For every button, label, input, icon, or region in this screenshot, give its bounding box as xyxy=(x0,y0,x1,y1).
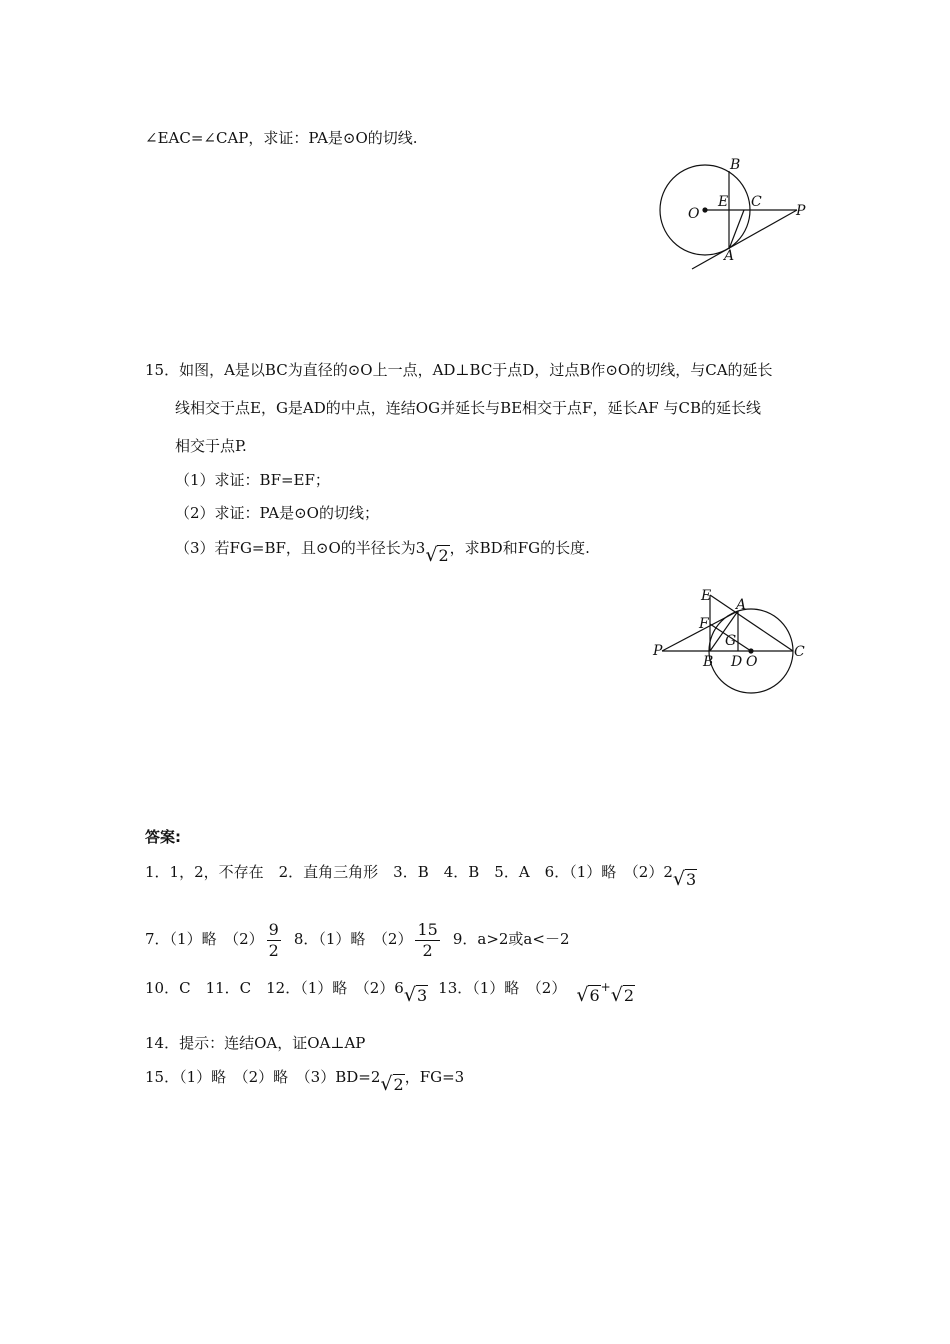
figure-15-circle-diameter xyxy=(650,585,815,695)
label-f: F xyxy=(699,616,709,632)
answer-7-prefix: 7．（1）略 （2） xyxy=(145,930,264,948)
part-3-prefix: （3）若FG=BF，且⊙O的半径长为3 xyxy=(175,539,426,557)
question-15-part-3 xyxy=(175,537,590,566)
answers-title: 答案: xyxy=(145,828,181,846)
label-e: E xyxy=(701,588,712,604)
fraction-15-over-2: $\frac{15}{2}$ xyxy=(417,919,438,960)
question-15-line-2: 线相交于点E，G是AD的中点，连结OG并延长与BE相交于点F，延长AF 与CB的延长线 xyxy=(175,399,761,417)
label-p: P xyxy=(653,643,663,659)
sqrt-2: √2 xyxy=(380,1073,404,1095)
label-e: E xyxy=(718,194,729,210)
question-15-line-3: 相交于点P. xyxy=(175,437,247,455)
question-15-line-1: 15．如图，A是以BC为直径的⊙O上一点，AD⊥BC于点D，过点B作⊙O的切线，与CA的延长 xyxy=(145,361,773,379)
plus-sign: + xyxy=(600,980,611,994)
label-a: A xyxy=(736,597,747,613)
answer-9: 9．a>2或a<－2 xyxy=(452,930,570,948)
label-o: O xyxy=(746,654,758,670)
part-3-suffix: ，求BD和FG的长度. xyxy=(449,539,590,557)
label-c: C xyxy=(794,644,805,660)
sqrt-3: √3 xyxy=(672,868,697,890)
sqrt-2: √2 xyxy=(610,984,634,1006)
tangent-pa xyxy=(692,210,797,269)
answers-line-2 xyxy=(145,918,569,960)
answer-13-prefix: 13．（1）略 （2） xyxy=(438,979,567,997)
label-d: D xyxy=(731,654,743,670)
answers-10-12: 10．C 11．C 12．（1）略 （2）6 xyxy=(145,979,404,997)
segment-ac xyxy=(729,210,744,249)
sqrt-3: √3 xyxy=(403,984,428,1006)
label-b: B xyxy=(730,157,741,173)
answer-8-prefix: 8．（1）略 （2） xyxy=(293,930,413,948)
answers-line-5 xyxy=(145,1066,465,1095)
answer-15-prefix: 15．（1）略 （2）略 （3）BD=2 xyxy=(145,1068,381,1086)
label-a: A xyxy=(724,248,735,264)
answers-line-3 xyxy=(145,977,635,1006)
question-15-part-1: （1）求证：BF=EF； xyxy=(175,471,330,489)
figure-14-circle-tangent xyxy=(652,152,822,272)
sqrt-2: √2 xyxy=(425,544,449,566)
answers-1-6: 1．1，2，不存在 2．直角三角形 3．B 4．B 5．A 6．（1）略 （2）2 xyxy=(145,863,673,881)
label-o: O xyxy=(688,206,700,222)
question-14-conclusion: ∠EAC=∠CAP，求证：PA是⊙O的切线. xyxy=(145,129,418,147)
answer-14: 14．提示：连结OA，证OA⊥AP xyxy=(145,1034,366,1052)
sqrt-6: √6 xyxy=(576,984,600,1006)
answers-line-1 xyxy=(145,861,697,890)
fraction-9-over-2: $\frac{9}{2}$ xyxy=(268,919,279,960)
label-g: G xyxy=(725,633,737,649)
line-ec xyxy=(710,595,793,651)
question-15-part-2: （2）求证：PA是⊙O的切线； xyxy=(175,504,379,522)
label-p: P xyxy=(796,203,806,219)
answer-15-suffix: ，FG=3 xyxy=(404,1068,465,1086)
label-b: B xyxy=(703,654,714,670)
label-c: C xyxy=(751,194,762,210)
